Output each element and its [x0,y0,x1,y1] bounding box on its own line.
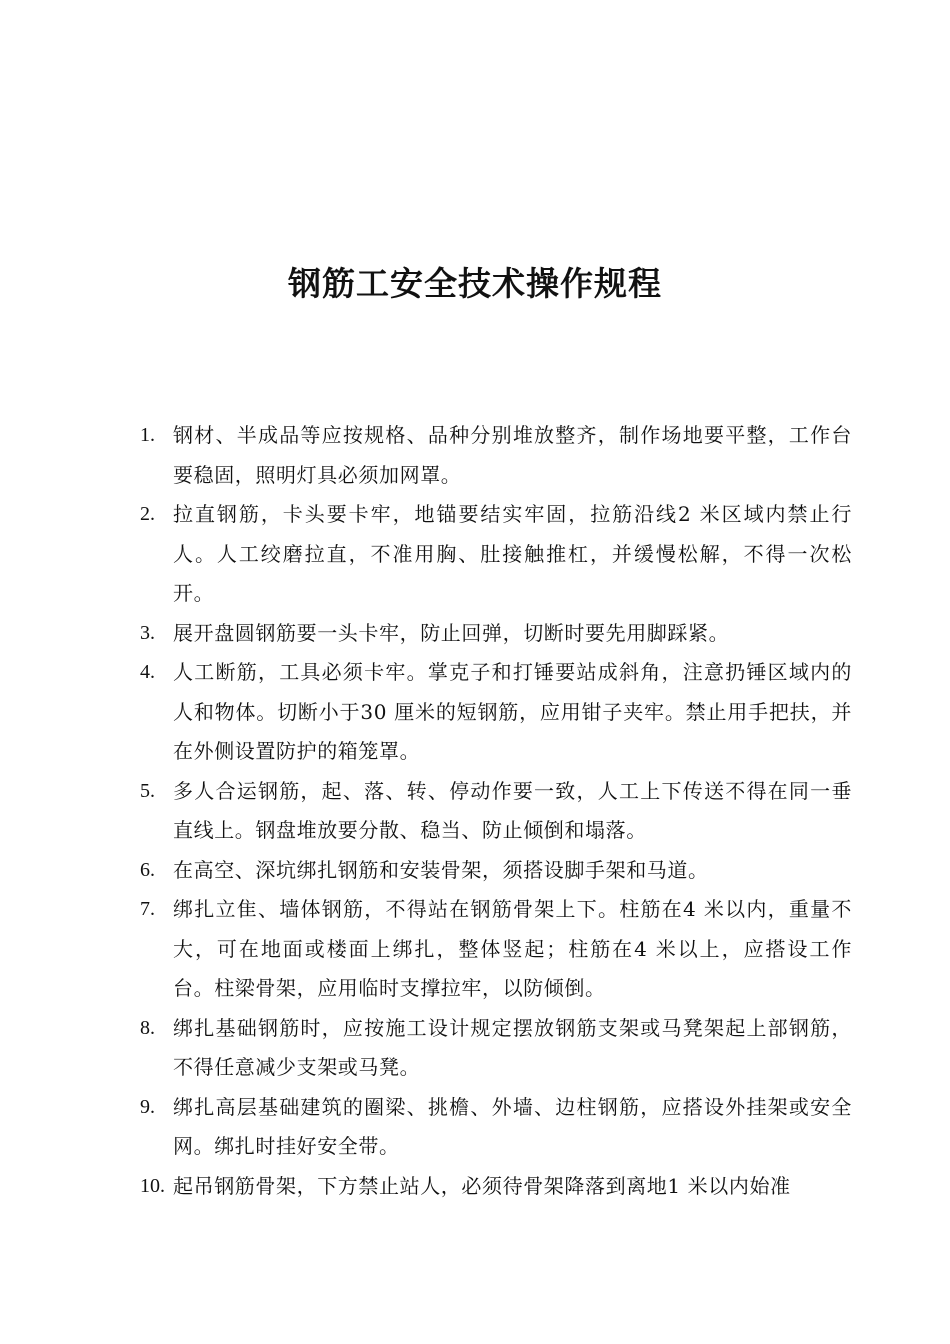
rule-text: 绑扎立隹、墙体钢筋，不得站在钢筋骨架上下。柱筋在4 米以内，重量不大，可在地面或楼面上绑扎，整体竖起；柱筋在4 米以上，应搭设工作台。柱梁骨架，应用临时支撑拉牢，以防倾倒。 [173,897,852,1000]
rule-number: 9. [140,1095,155,1118]
rule-number: 8. [140,1016,155,1039]
rule-item-4 [140,653,852,772]
rule-text: 起吊钢筋骨架，下方禁止站人，必须待骨架降落到离地1 米以内始准 [173,1173,791,1198]
rule-item-2 [140,495,852,614]
rule-number: 3. [140,621,155,644]
rule-item-10 [140,1167,852,1207]
rule-item-5 [140,772,852,851]
rule-number: 1. [140,424,155,446]
rule-number: 4. [140,661,155,683]
rule-text: 多人合运钢筋，起、落、转、停动作要一致，人工上下传送不得在同一垂直线上。钢盘堆放要分散、稳当、防止倾倒和塌落。 [173,778,852,842]
rule-number: 2. [140,503,155,525]
rule-number: 5. [140,779,155,802]
rule-text: 绑扎高层基础建筑的圈梁、挑檐、外墙、边柱钢筋，应搭设外挂架或安全网。绑扎时挂好安全带。 [173,1094,852,1158]
rule-text: 展开盘圆钢筋要一头卡牢，防止回弹，切断时要先用脚踩紧。 [173,620,730,645]
rules-list [140,416,852,1206]
rule-text: 绑扎基础钢筋时，应按施工设计规定摆放钢筋支架或马凳架起上部钢筋，不得任意减少支架或马凳。 [173,1015,852,1079]
rule-item-9 [140,1088,852,1167]
rule-item-6 [140,851,852,891]
rule-text: 拉直钢筋，卡头要卡牢，地锚要结实牢固，拉筋沿线2 米区域内禁止行人。人工绞磨拉直，不准用胸、肚接触推杠，并缓慢松解，不得一次松开。 [173,502,852,605]
rule-text: 人工断筋，工具必须卡牢。掌克子和打锤要站成斜角，注意扔锤区域内的人和物体。切断小于30 厘米的短钢筋，应用钳子夹牢。禁止用手把扶，并在外侧设置防护的箱笼罩。 [173,660,852,763]
rule-text: 在高空、深坑绑扎钢筋和安装骨架，须搭设脚手架和马道。 [173,857,709,882]
rule-number: 6. [140,858,155,881]
rule-item-7 [140,890,852,1009]
rule-number: 10. [140,1174,165,1197]
rule-number: 7. [140,898,155,920]
rule-text: 钢材、半成品等应按规格、品种分别堆放整齐，制作场地要平整，工作台要稳固，照明灯具必须加网罩。 [173,423,852,487]
document-title: 钢筋工安全技术操作规程 [288,264,662,303]
rule-item-1 [140,416,852,495]
rule-item-3 [140,614,852,654]
rule-item-8 [140,1009,852,1088]
